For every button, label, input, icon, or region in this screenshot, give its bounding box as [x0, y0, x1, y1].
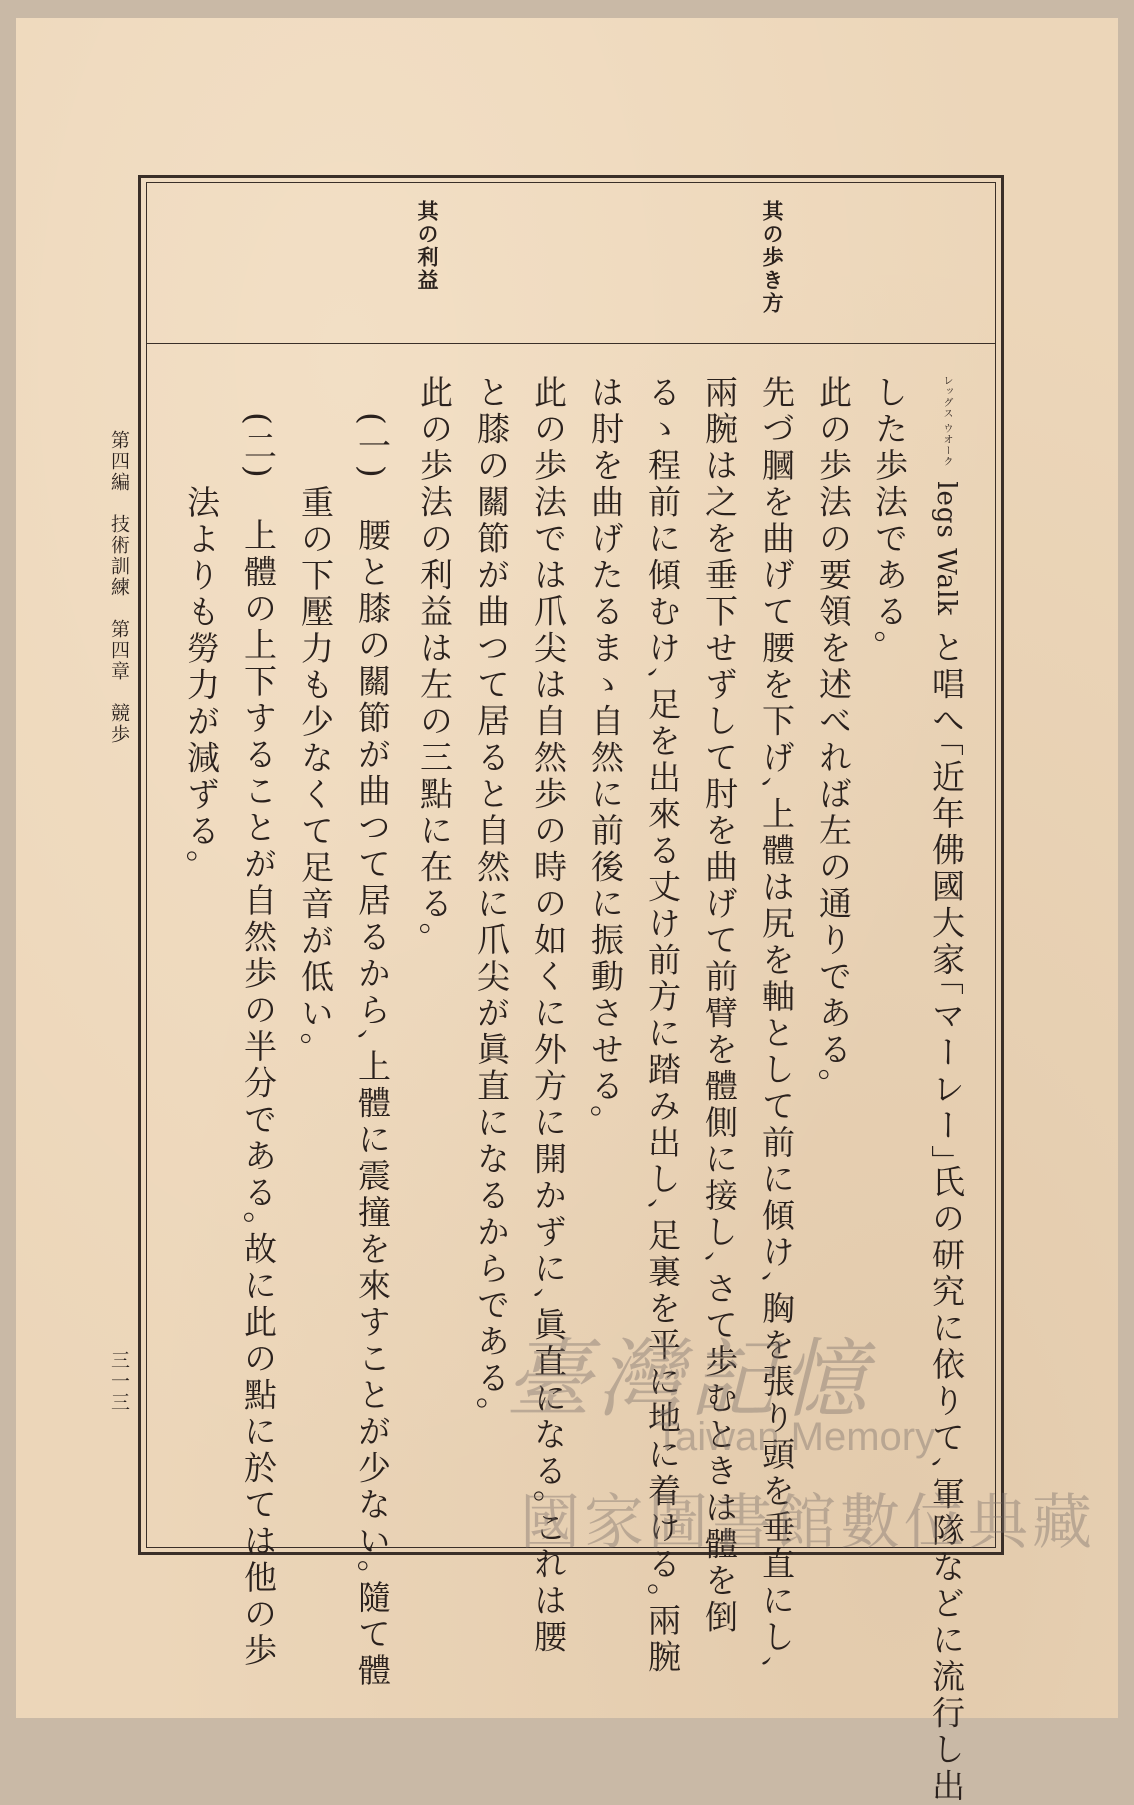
library-watermark: [505, 1310, 1096, 1570]
sidenote-divider: [146, 343, 996, 344]
latin-legs-walk: legs Walk: [931, 481, 961, 617]
body-line-3: 此の歩法の要領を述べれば左の通りである｡: [814, 375, 853, 1089]
watermark-latin: Taiwan Memory: [655, 1415, 936, 1459]
sidenote-benefits: 其の利益: [415, 200, 440, 292]
watermark-script: 臺灣記憶: [505, 1330, 873, 1430]
body-line-1: [927, 375, 966, 1805]
body-line-9: と膝の關節が曲つて居ると自然に爪尖が眞直になるからである｡: [472, 375, 511, 1417]
running-head: 第四編 技術訓練 第四章 競歩: [108, 430, 130, 745]
watermark-chinese: 國家圖書館數位典藏: [520, 1488, 1096, 1558]
sidenote-walking-method: 其の歩き方: [760, 200, 785, 315]
body-line-12: 重の下壓力も少なくて足音が低い｡: [296, 412, 335, 1053]
body-line-1-rest: と唱へ｢近年佛國大家｢マーレー｣氏の研究に依りて､軍隊などに流行し出: [927, 630, 966, 1805]
page-number: 三一三: [108, 1350, 130, 1413]
body-line-2: した歩法である｡: [870, 375, 909, 651]
ruby-legs-walk: レッグス ウオーク: [941, 375, 952, 468]
body-line-11: (一) 腰と膝の關節が曲つて居るから､上體に震撞を來すことが少ない｡隨て體: [353, 412, 392, 1690]
body-line-10: 此の歩法の利益は左の三點に在る｡: [415, 375, 454, 943]
body-line-13: (二) 上體の上下することが自然歩の半分である｡故に此の點に於ては他の歩: [239, 412, 278, 1670]
body-line-7: は肘を曲げたるまゝ自然に前後に振動させる｡: [586, 375, 625, 1125]
body-line-14: 法よりも勞力が減ずる｡: [182, 412, 221, 870]
body-line-5: 兩腕は之を垂下せずして肘を曲げて前臂を體側に接し､さて歩むときは體を倒: [700, 375, 739, 1636]
body-line-6: るゝ程前に傾むけ､足を出來る丈け前方に踏み出し､足裏を平に地に着ける｡兩腕: [643, 375, 682, 1676]
body-line-4: 先づ膕を曲げて腰を下げ､上體は尻を軸として前に傾け､胸を張り頭を垂直にし､: [757, 375, 796, 1676]
body-line-8: 此の歩法では爪尖は自然歩の時の如くに外方に開かずに､眞直になる｡これは腰: [529, 375, 568, 1656]
